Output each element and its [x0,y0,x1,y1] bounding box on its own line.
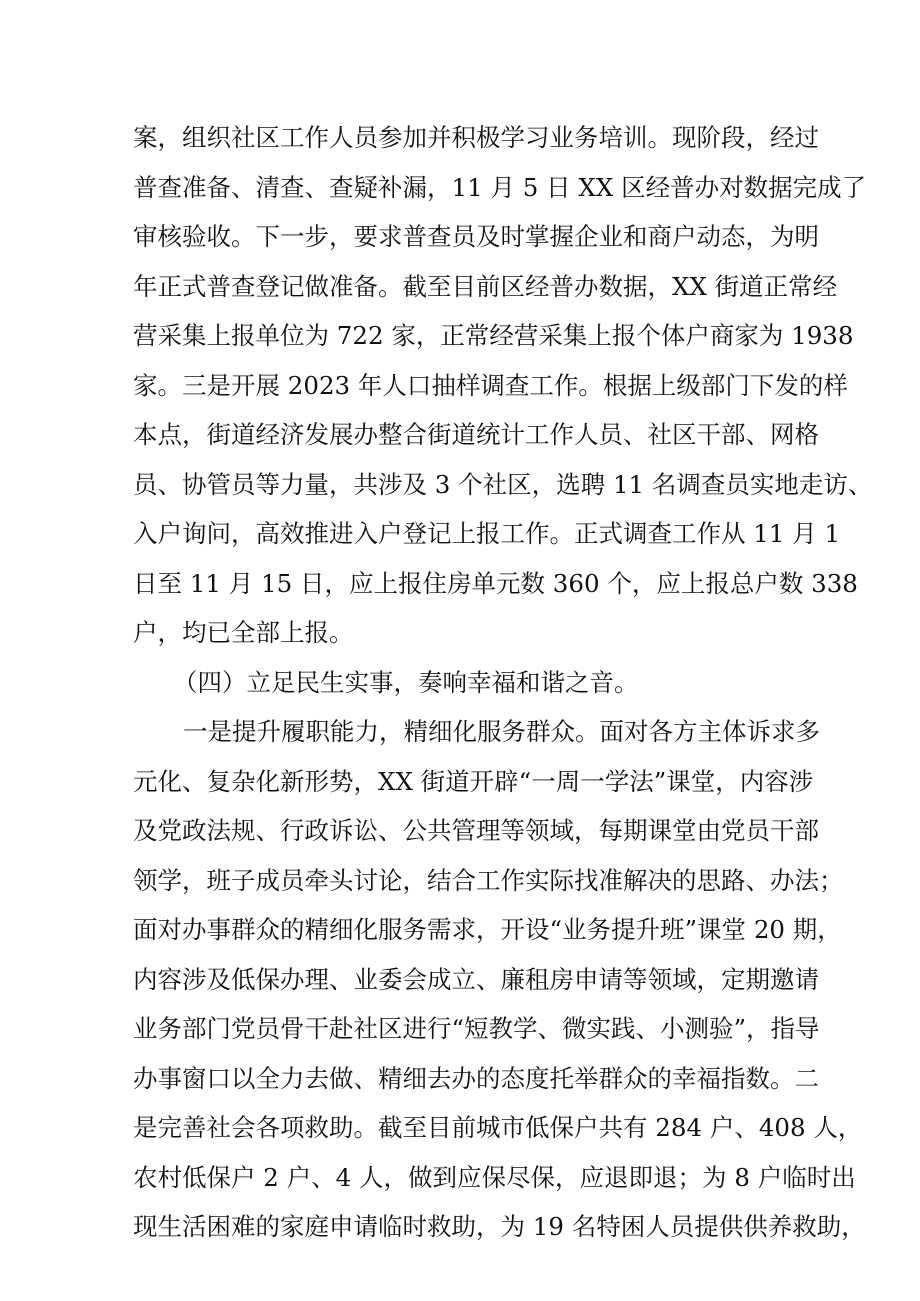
paragraph-2-line: 业务部门党员骨干赴社区进行“短教学、微实践、小测验”，指导 [133,1014,820,1043]
paragraph-1-line: 审核验收。下一步，要求普查员及时掌握企业和商户动态，为明 [133,222,819,251]
paragraph-2-line: 元化、复杂化新形势，XX 街道开辟“一周一学法”课堂，内容涉 [133,766,814,796]
paragraph-2-line: 领学，班子成员牵头讨论，结合工作实际找准解决的思路、办法； [133,865,844,895]
paragraph-2-line: 现生活困难的家庭申请临时救助，为 19 名特困人员提供供养救助， [133,1212,866,1241]
paragraph-1-line: 员、协管员等力量，共涉及 3 个社区，选聘 11 名调查员实地走访、 [133,469,873,499]
paragraph-2-line: 面对办事群众的精细化服务需求，开设“业务提升班”课堂 20 期， [133,915,842,944]
paragraph-1-line: 案，组织社区工作人员参加并积极学习业务培训。现阶段，经过 [133,123,819,152]
section-heading: （四）立足民生实事，奏响幸福和谐之音。 [173,667,639,697]
paragraph-2-line: 是完善社会各项救助。截至目前城市低保户共有 284 户、408 人， [133,1113,863,1142]
paragraph-1-line: 普查准备、清查、查疑补漏，11 月 5 日 XX 区经普办对数据完成了 [133,172,867,202]
paragraph-1-line: 日至 11 月 15 日，应上报住房单元数 360 个，应上报总户数 338 [133,568,858,598]
paragraph-1-line: 年正式普查登记做准备。截至目前区经普办数据，XX 街道正常经 [133,271,838,301]
paragraph-1-line: 营采集上报单位为 722 家，正常经营采集上报个体户商家为 1938 [133,321,854,350]
paragraph-2-line: 内容涉及低保办理、业委会成立、廉租房申请等领域，定期邀请 [133,964,819,994]
paragraph-1-line: 入户询问，高效推进入户登记上报工作。正式调查工作从 11 月 1 [133,519,841,548]
paragraph-1-line: 户，均已全部上报。 [133,618,354,647]
paragraph-2-line: 办事窗口以全力去做、精细去办的态度托举群众的幸福指数。二 [133,1063,819,1093]
paragraph-2-line: 农村低保户 2 户、4 人，做到应保尽保，应退即退；为 8 户临时出 [133,1162,856,1192]
paragraph-2-line: 及党政法规、行政诉讼、公共管理等领域，每期课堂由党员干部 [133,816,819,845]
paragraph-1-line: 家。三是开展 2023 年人口抽样调查工作。根据上级部门下发的样 [133,370,848,400]
paragraph-1-line: 本点，街道经济发展办整合街道统计工作人员、社区干部、网格 [133,420,819,449]
paragraph-2-line: 一是提升履职能力，精细化服务群众。面对各方主体诉求多 [183,717,820,746]
document-body [133,113,873,1252]
